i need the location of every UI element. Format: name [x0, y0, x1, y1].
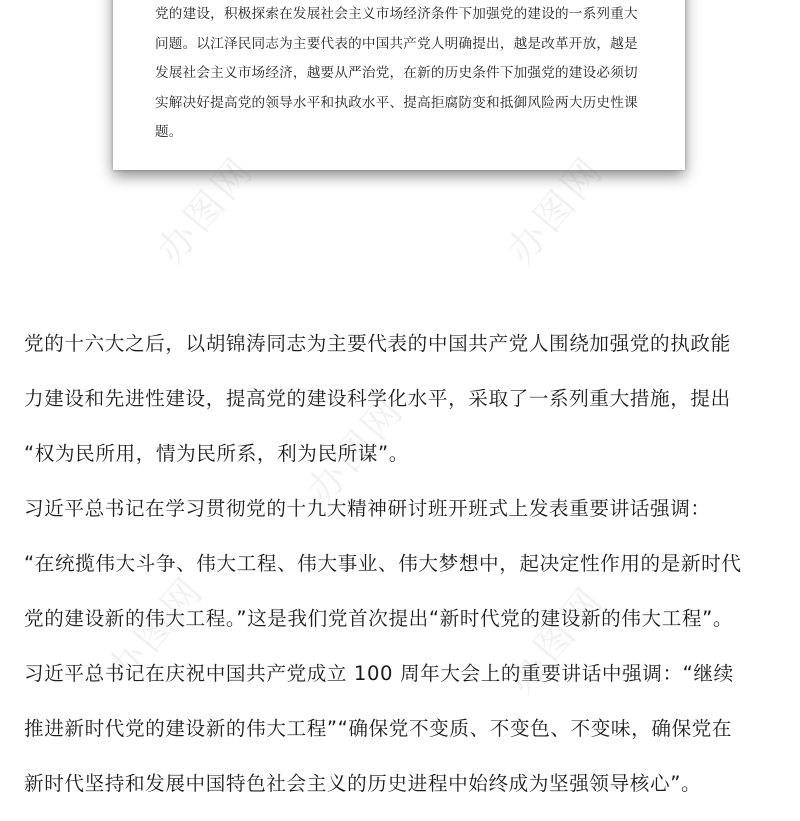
watermark: 办图网 [498, 147, 614, 273]
body-text-line: “权为民所用，情为民所系，利为民所谋”。 [24, 442, 409, 465]
quote-card-text [155, 0, 645, 148]
body-text-line: 新时代坚持和发展中国特色社会主义的历史进程中始终成为坚强领导核心”。 [24, 772, 702, 795]
watermark: 办图网 [148, 147, 264, 273]
card-text-line: 发展社会主义市场经济，越要从严治党，在新的历史条件下加强党的建设必须切 [155, 65, 638, 82]
body-text-line: 习近平总书记在学习贯彻党的十九大精神研讨班开班式上发表重要讲话强调： [24, 497, 711, 520]
body-text-line: 力建设和先进性建设，提高党的建设科学化水平，采取了一系列重大措施，提出 [24, 387, 731, 410]
card-text-line: 题。 [155, 124, 183, 141]
body-text-line: 推进新时代党的建设新的伟大工程”“确保党不变质、不变色、不变味，确保党在 [24, 717, 733, 740]
body-text-line: 党的十六大之后，以胡锦涛同志为主要代表的中国共产党人围绕加强党的执政能 [24, 332, 731, 355]
body-text-line: 习近平总书记在庆祝中国共产党成立 100 周年大会上的重要讲话中强调：“继续 [24, 662, 734, 685]
watermark: 办图网 [498, 577, 614, 703]
card-text-line: 实解决好提高党的领导水平和执政水平、提高拒腐防变和抵御风险两大历史性课 [155, 94, 638, 111]
card-text-line: 问题。以江泽民同志为主要代表的中国共产党人明确提出，越是改革开放，越是 [155, 35, 638, 52]
body-text-line: “在统揽伟大斗争、伟大工程、伟大事业、伟大梦想中，起决定性作用的是新时代 [24, 552, 742, 575]
body-text-line: 党的建设新的伟大工程。”这是我们党首次提出“新时代党的建设新的伟大工程”。 [24, 607, 734, 630]
card-text-line: 党的建设，积极探索在发展社会主义市场经济条件下加强党的建设的一系列重大 [155, 6, 638, 22]
watermark: 办图网 [298, 387, 414, 513]
watermark: 办图网 [98, 567, 214, 693]
body-text [24, 326, 784, 821]
